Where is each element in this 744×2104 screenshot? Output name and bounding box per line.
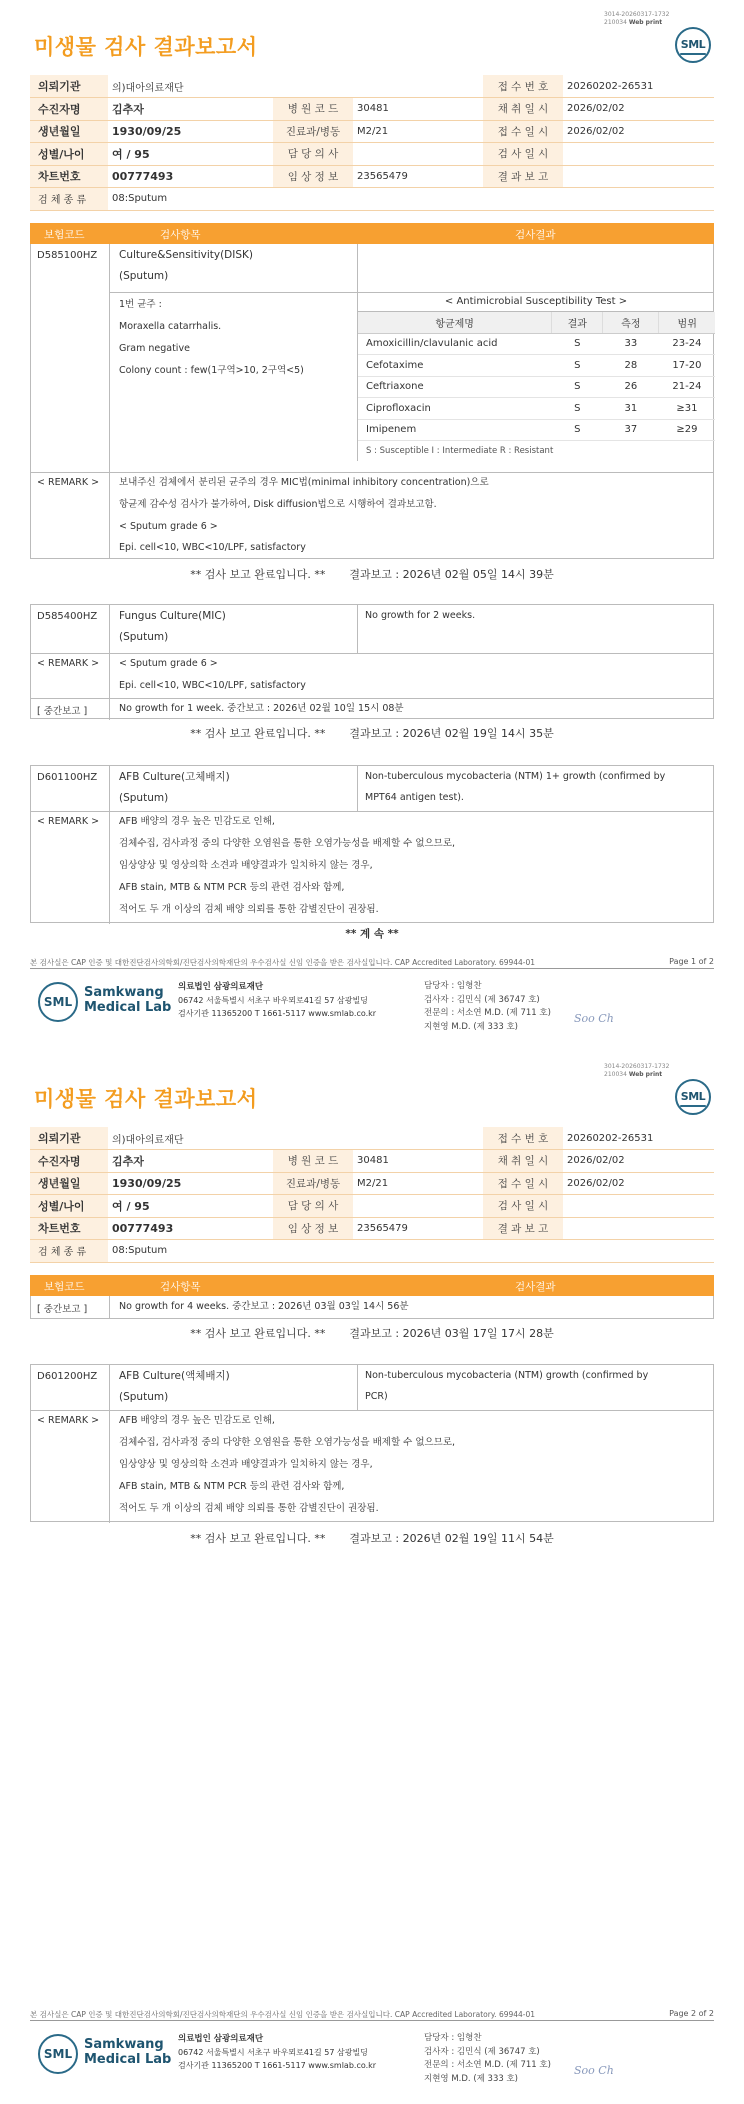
final-report-time: 결과보고 : 2026년 02월 19일 11시 54분 (349, 1532, 554, 1545)
institution-address: 06742 서울특별시 서초구 바우뫼로41길 57 삼광빌딩 (178, 996, 368, 1005)
name-label: 수진자명 (30, 1150, 108, 1173)
receive-date-label: 접 수 일 시 (483, 1172, 563, 1195)
report-title: 미생물 검사 결과보고서 (34, 1087, 258, 1111)
collect-date-value: 2026/02/02 (563, 98, 714, 121)
report-title: 미생물 검사 결과보고서 (34, 35, 258, 59)
test3-remark-line: AFB 배양의 경우 높은 민감도로 인해, (119, 816, 275, 827)
report-label: 결 과 보 고 (483, 165, 563, 188)
specimen-label: 검 체 종 류 (30, 1240, 108, 1263)
test-section-afb-solid-continued (30, 1296, 714, 1319)
doctor-label: 담 당 의 사 (273, 1195, 353, 1218)
test2-remark-label: < REMARK > (37, 658, 100, 669)
sex-age-label: 성별/나이 (30, 143, 108, 166)
test4-remark-line: 적어도 두 개 이상의 검체 배양 의뢰를 통한 감별진단이 권장됨. (119, 1503, 379, 1514)
institution-info (178, 2032, 376, 2072)
test4-result-line: PCR) (365, 1391, 388, 1402)
institution-label: 의뢰기관 (30, 75, 108, 98)
ast-header-value: 측정 (603, 312, 659, 333)
name-label: 수진자명 (30, 98, 108, 121)
dept-label: 진료과/병동 (273, 1172, 353, 1195)
institution-label: 의뢰기관 (30, 1127, 108, 1150)
staff-line: 검사자 : 김민식 (제 36747 호) (424, 994, 540, 1005)
ast-drug: Imipenem (358, 419, 552, 441)
organism-name: Moraxella catarrhalis. (119, 321, 222, 332)
ast-result: S (552, 333, 603, 355)
report-page-2 (0, 1052, 744, 2104)
ast-range: ≥29 (659, 419, 715, 441)
test1-remark-line: 항균제 감수성 검사가 불가하여, Disk diffusion법으로 시행하여 결과보고함. (119, 499, 437, 510)
test3-remark-line: AFB stain, MTB & NTM PCR 등의 관련 검사와 함께, (119, 882, 345, 893)
exam-date-label: 검 사 일 시 (483, 143, 563, 166)
ast-drug: Cefotaxime (358, 355, 552, 377)
collect-date-label: 채 취 일 시 (483, 1150, 563, 1173)
test1-code: D585100HZ (37, 250, 98, 261)
print-code: 210034 (604, 19, 627, 26)
specimen-label: 검 체 종 류 (30, 188, 108, 211)
staff-line: 검사자 : 김민식 (제 36747 호) (424, 2046, 540, 2057)
page-number: Page 1 of 2 (669, 957, 714, 966)
ast-title: < Antimicrobial Susceptibility Test > (358, 292, 714, 312)
receive-date-value: 2026/02/02 (563, 1172, 714, 1195)
staff-info (424, 980, 551, 1034)
specimen-value: 08:Sputum (108, 188, 714, 211)
institution-contact: 검사기관 11365200 T 1661-5117 www.smlab.co.kr (178, 2061, 377, 2070)
test1-specimen: (Sputum) (119, 270, 169, 282)
clinical-value: 23565479 (353, 1217, 483, 1240)
colony-count: Colony count : few(1구역>10, 2구역<5) (119, 365, 304, 376)
test-section-fungus-culture (30, 604, 714, 719)
test4-result-line: Non-tuberculous mycobacteria (NTM) growth (confirmed by (365, 1370, 649, 1381)
institution-value: 의)대아의료재단 (108, 75, 483, 98)
ast-header-drug: 항균제명 (358, 312, 552, 333)
ast-header-range: 범위 (659, 312, 715, 333)
birth-label: 생년월일 (30, 120, 108, 143)
test2-specimen: (Sputum) (119, 631, 169, 643)
result-table-header (30, 223, 714, 244)
ast-header-result: 결과 (552, 312, 603, 333)
print-label: Web print (628, 1071, 663, 1078)
lab-name (84, 985, 171, 1015)
continued-marker: ** 계 속 ** (345, 928, 399, 940)
header-result: 검사결과 (515, 1281, 556, 1293)
footer-logo-text: SML (43, 2047, 73, 2061)
ast-value: 37 (603, 419, 659, 441)
print-id: 3014-20260317-1732 (604, 11, 670, 18)
test-section-culture-sensitivity (30, 244, 714, 559)
ast-range: ≥31 (659, 398, 715, 420)
lab-name-line: Medical Lab (84, 2052, 172, 2067)
result-table-header (30, 1275, 714, 1296)
receive-date-value: 2026/02/02 (563, 120, 714, 143)
test3-specimen: (Sputum) (119, 792, 169, 804)
ast-value: 26 (603, 376, 659, 398)
footer-note: 본 검사실은 CAP 인증 및 대한진단검사의학회/진단검사의학재단의 우수검사실 신임 인증을 받은 검사실입니다. CAP Accredited Laboratory. 69944-01 (30, 958, 536, 967)
ast-result: S (552, 355, 603, 377)
reception-no-label: 접 수 번 호 (483, 75, 563, 98)
footer-logo-text: SML (43, 995, 73, 1009)
staff-line: 지현영 M.D. (제 333 호) (424, 1021, 519, 1032)
test4-remark-label: < REMARK > (37, 1415, 100, 1426)
exam-date-value (563, 143, 714, 166)
test2-remark-line: < Sputum grade 6 > (119, 658, 218, 669)
test4-remark-line: AFB 배양의 경우 높은 민감도로 인해, (119, 1415, 275, 1426)
institution-value: 의)대아의료재단 (108, 1127, 483, 1150)
test3-result-line: Non-tuberculous mycobacteria (NTM) 1+ growth (confirmed by (365, 771, 666, 782)
dept-value: M2/21 (353, 120, 483, 143)
test2-interim: No growth for 1 week. 중간보고 : 2026년 02월 10일 15시 08분 (119, 703, 404, 714)
print-meta (604, 11, 669, 27)
doctor-label: 담 당 의 사 (273, 143, 353, 166)
sex-age-label: 성별/나이 (30, 1195, 108, 1218)
ast-value: 31 (603, 398, 659, 420)
test-section-afb-liquid (30, 1364, 714, 1522)
test3-completion (0, 1325, 744, 1341)
collect-date-label: 채 취 일 시 (483, 98, 563, 121)
birth-value: 1930/09/25 (108, 120, 273, 143)
print-meta (604, 1063, 669, 1079)
staff-line: 전문의 : 서소연 M.D. (제 711 호) (424, 2060, 551, 2070)
header-item: 검사항목 (160, 229, 201, 241)
hospital-code-label: 병 원 코 드 (273, 98, 353, 121)
test3-result-line: MPT64 antigen test). (365, 792, 464, 803)
ast-table (357, 292, 714, 461)
sml-logo-text: SML (680, 38, 706, 51)
ast-range: 21-24 (659, 376, 715, 398)
ast-row (358, 376, 715, 398)
final-report-time: 결과보고 : 2026년 02월 19일 14시 35분 (349, 727, 554, 740)
header-result: 검사결과 (515, 229, 556, 241)
doctor-value (353, 143, 483, 166)
ast-drug: Ciprofloxacin (358, 398, 552, 420)
completion-text: ** 검사 보고 완료입니다. ** (190, 568, 326, 581)
test2-code: D585400HZ (37, 611, 98, 622)
clinical-value: 23565479 (353, 165, 483, 188)
footer-note: 본 검사실은 CAP 인증 및 대한진단검사의학회/진단검사의학재단의 우수검사실 신임 인증을 받은 검사실입니다. CAP Accredited Laboratory. 69944-01 (30, 2010, 536, 2019)
header-item: 검사항목 (160, 1281, 201, 1293)
test2-interim-label: [ 중간보고 ] (37, 706, 88, 717)
test3-remark-line: 적어도 두 개 이상의 검체 배양 의뢰를 통한 감별진단이 권장됨. (119, 904, 379, 915)
ast-row (358, 398, 715, 420)
completion-text: ** 검사 보고 완료입니다. ** (190, 727, 326, 740)
test2-remark-line: Epi. cell<10, WBC<10/LPF, satisfactory (119, 680, 306, 691)
test3-code: D601100HZ (37, 772, 98, 783)
test4-remark-line: AFB stain, MTB & NTM PCR 등의 관련 검사와 함께, (119, 1481, 345, 1492)
institution-name: 의료법인 삼광의료재단 (178, 982, 264, 992)
ast-row (358, 419, 715, 441)
staff-info (424, 2032, 551, 2086)
print-label: Web print (628, 19, 663, 26)
hospital-code-value: 30481 (353, 1150, 483, 1173)
exam-date-label: 검 사 일 시 (483, 1195, 563, 1218)
lab-name (84, 2037, 171, 2067)
reception-no-value: 20260202-26531 (563, 75, 714, 98)
clinical-label: 임 상 정 보 (273, 165, 353, 188)
test1-remark-line: 보내주신 검체에서 분리된 균주의 경우 MIC법(minimal inhibitory concentration)으로 (119, 477, 489, 488)
test2-completion (0, 725, 744, 741)
dept-label: 진료과/병동 (273, 120, 353, 143)
test3-interim-label: [ 중간보고 ] (37, 1304, 88, 1315)
test1-completion (0, 566, 744, 582)
footer-logo (38, 2034, 78, 2074)
sex-age-value: 여 / 95 (108, 143, 273, 166)
ast-result: S (552, 376, 603, 398)
ast-row (358, 333, 715, 355)
exam-date-value (563, 1195, 714, 1218)
test3-interim: No growth for 4 weeks. 중간보고 : 2026년 03월 03일 14시 56분 (119, 1301, 409, 1312)
report-value (563, 165, 714, 188)
final-report-time: 결과보고 : 2026년 03월 17일 17시 28분 (349, 1327, 554, 1340)
institution-contact: 검사기관 11365200 T 1661-5117 www.smlab.co.kr (178, 1009, 377, 1018)
test4-name: AFB Culture(액체배지) (119, 1370, 230, 1382)
test3-remark-label: < REMARK > (37, 816, 100, 827)
staff-line: 지현영 M.D. (제 333 호) (424, 2073, 519, 2084)
test1-remark-line: < Sputum grade 6 > (119, 521, 218, 532)
ast-legend: S : Susceptible I : Intermediate R : Resistant (366, 446, 554, 456)
report-value (563, 1217, 714, 1240)
name-value: 김추자 (108, 98, 273, 121)
dept-value: M2/21 (353, 1172, 483, 1195)
hospital-code-label: 병 원 코 드 (273, 1150, 353, 1173)
test-section-afb-solid (30, 765, 714, 923)
sml-logo (675, 27, 711, 63)
test4-completion (0, 1530, 744, 1546)
lab-name-line: Samkwang (84, 2037, 164, 2052)
ast-value: 33 (603, 333, 659, 355)
test1-name: Culture&Sensitivity(DISK) (119, 249, 253, 261)
sex-age-value: 여 / 95 (108, 1195, 273, 1218)
ast-value: 28 (603, 355, 659, 377)
institution-address: 06742 서울특별시 서초구 바우뫼로41길 57 삼광빌딩 (178, 2048, 368, 2057)
name-value: 김추자 (108, 1150, 273, 1173)
sml-logo (675, 1079, 711, 1115)
ast-row (358, 355, 715, 377)
ast-result: S (552, 398, 603, 420)
final-report-time: 결과보고 : 2026년 02월 05일 14시 39분 (349, 568, 554, 581)
reception-no-value: 20260202-26531 (563, 1127, 714, 1150)
specimen-value: 08:Sputum (108, 1240, 714, 1263)
institution-name: 의료법인 삼광의료재단 (178, 2034, 264, 2044)
staff-line: 담당자 : 임형찬 (424, 2033, 482, 2043)
ast-range: 23-24 (659, 333, 715, 355)
collect-date-value: 2026/02/02 (563, 1150, 714, 1173)
test3-remark-line: 임상양상 및 영상의학 소견과 배양결과가 일치하지 않는 경우, (119, 860, 373, 871)
test4-specimen: (Sputum) (119, 1391, 169, 1403)
signature: Soo Ch (574, 2064, 614, 2077)
signature: Soo Ch (574, 1012, 614, 1025)
footer-logo (38, 982, 78, 1022)
test3-remark-line: 검체수집, 검사과정 중의 다양한 오염원을 통한 오염가능성을 배제할 수 없으므로, (119, 838, 456, 849)
print-code: 210034 (604, 1071, 627, 1078)
header-code: 보험코드 (44, 229, 85, 241)
lab-name-line: Medical Lab (84, 1000, 172, 1015)
test2-name: Fungus Culture(MIC) (119, 610, 226, 622)
isolate-label: 1번 균주 : (119, 299, 162, 310)
report-label: 결 과 보 고 (483, 1217, 563, 1240)
test1-remark-line: Epi. cell<10, WBC<10/LPF, satisfactory (119, 542, 306, 553)
ast-range: 17-20 (659, 355, 715, 377)
chart-value: 00777493 (108, 165, 273, 188)
patient-info-table (30, 1127, 714, 1263)
birth-label: 생년월일 (30, 1172, 108, 1195)
header-code: 보험코드 (44, 1281, 85, 1293)
test2-result: No growth for 2 weeks. (365, 610, 476, 621)
hospital-code-value: 30481 (353, 98, 483, 121)
birth-value: 1930/09/25 (108, 1172, 273, 1195)
staff-line: 전문의 : 서소연 M.D. (제 711 호) (424, 1008, 551, 1018)
clinical-label: 임 상 정 보 (273, 1217, 353, 1240)
page-number: Page 2 of 2 (669, 2009, 714, 2018)
staff-line: 담당자 : 임형찬 (424, 981, 482, 991)
chart-label: 차트번호 (30, 1217, 108, 1240)
print-id: 3014-20260317-1732 (604, 1063, 670, 1070)
chart-label: 차트번호 (30, 165, 108, 188)
gram-stain: Gram negative (119, 343, 190, 354)
lab-name-line: Samkwang (84, 985, 164, 1000)
test1-remark-label: < REMARK > (37, 477, 100, 488)
reception-no-label: 접 수 번 호 (483, 1127, 563, 1150)
receive-date-label: 접 수 일 시 (483, 120, 563, 143)
sml-logo-text: SML (680, 1090, 706, 1103)
chart-value: 00777493 (108, 1217, 273, 1240)
ast-drug: Amoxicillin/clavulanic acid (358, 333, 552, 355)
institution-info (178, 980, 376, 1020)
ast-drug: Ceftriaxone (358, 376, 552, 398)
test4-remark-line: 임상양상 및 영상의학 소견과 배양결과가 일치하지 않는 경우, (119, 1459, 373, 1470)
completion-text: ** 검사 보고 완료입니다. ** (190, 1327, 326, 1340)
ast-result: S (552, 419, 603, 441)
test3-name: AFB Culture(고체배지) (119, 771, 230, 783)
test4-remark-line: 검체수집, 검사과정 중의 다양한 오염원을 통한 오염가능성을 배제할 수 없으므로, (119, 1437, 456, 1448)
patient-info-table (30, 75, 714, 211)
test4-code: D601200HZ (37, 1371, 98, 1382)
doctor-value (353, 1195, 483, 1218)
completion-text: ** 검사 보고 완료입니다. ** (190, 1532, 326, 1545)
